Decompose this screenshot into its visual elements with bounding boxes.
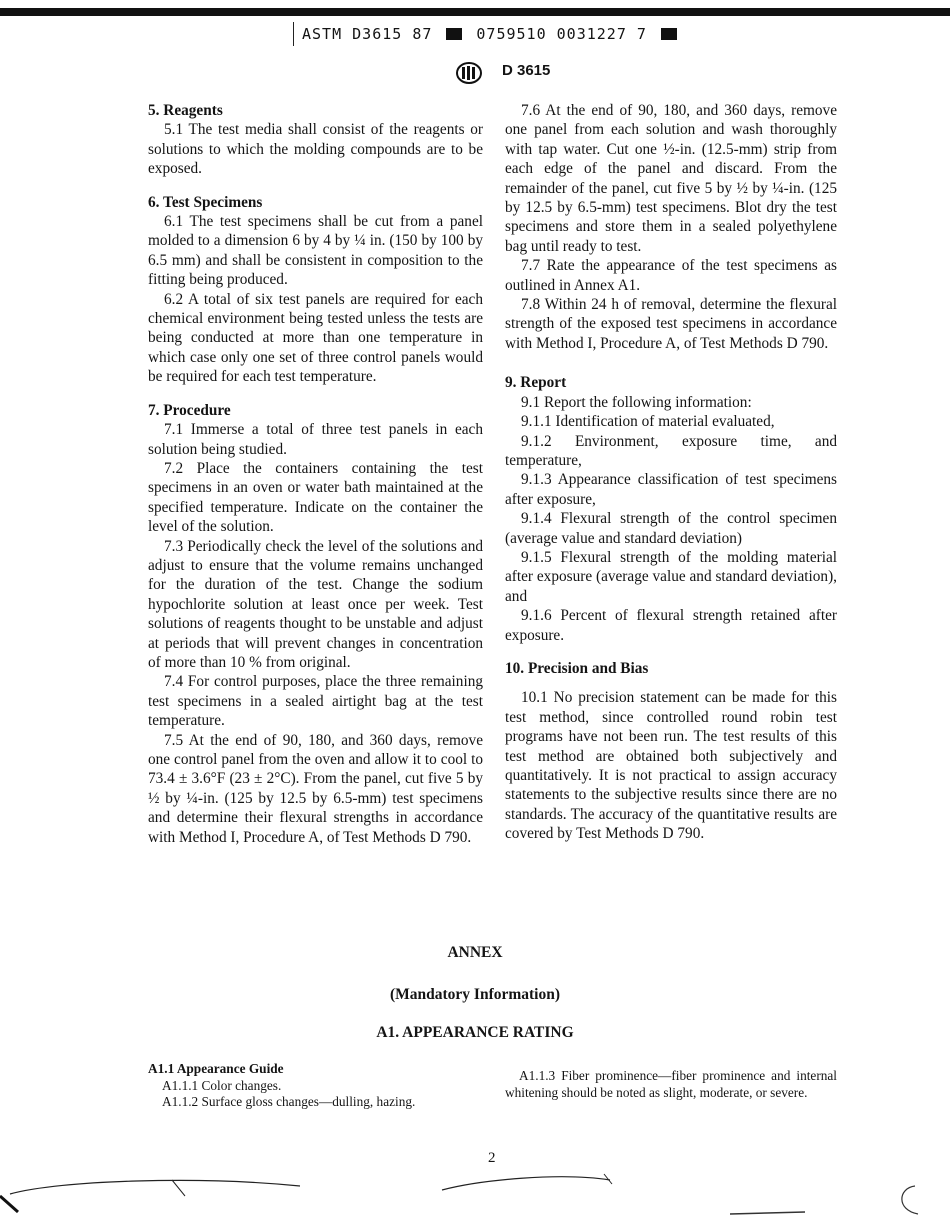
paragraph-5-1: 5.1 The test media shall consist of the reagents or solutions to which the molding compounds are to be exposed. (148, 121, 483, 178)
annex-a1-1-3: A1.1.3 Fiber prominence—fiber prominence and internal whitening should be noted as slight, moderate, or severe. (505, 1068, 837, 1100)
section-title-test-specimens: 6. Test Specimens (148, 193, 263, 211)
paragraph-9-1-2: 9.1.2 Environment, exposure time, and temperature, (505, 432, 837, 469)
paragraph-6-1: 6.1 The test specimens shall be cut from a panel molded to a dimension 6 by 4 by ¼ in. (150 by 100 by 6.5 mm) and shall be consistent in composition to the fitting being produced. (148, 213, 483, 289)
paragraph-7-3: 7.3 Periodically check the level of the solutions and adjust to ensure that the volume remains unchanged for the duration of the test. Change the sodium hypochlorite solution at least once per week. Test solutions of reagents thought to be unstable and adjust at periods that will prevent changes in concentration of more than 10 % from original. (148, 537, 483, 671)
paragraph-9-1-6: 9.1.6 Percent of flexural strength retained after exposure. (505, 607, 837, 644)
paragraph-7-2: 7.2 Place the containers containing the test specimens in an oven or water bath maintained at the specified temperature. Indicate on the container the level of the solution. (148, 459, 483, 536)
section-title-precision-bias: 10. Precision and Bias (505, 659, 649, 677)
paragraph-9-1: 9.1 Report the following information: (521, 393, 752, 411)
designation: D 3615 (502, 62, 551, 79)
paragraph-7-5: 7.5 At the end of 90, 180, and 360 days, remove one control panel from the oven and allow it to cool to 73.4 ± 3.6°F (23 ± 2°C). From the panel, cut five 5 by ½ by ¼-in. (125 by 12.5 by 6.5-mm) test specimens and determine their flexural strengths in accordance with Method I, Procedure A, of Test Methods D 790. (148, 731, 483, 846)
paragraph-6-2: 6.2 A total of six test panels are required for each chemical environment being tested unless the tests are being conducted at more than one temperature in which case only one set of three control panels would be required for each test temperature. (148, 290, 483, 386)
paragraph-7-8: 7.8 Within 24 h of removal, determine the flexural strength of the exposed test specimens in accordance with Method I, Procedure A, of Test Methods D 790. (505, 296, 837, 352)
annex-a1-1-title: A1.1 Appearance Guide (148, 1061, 284, 1076)
paragraph-7-6: 7.6 At the end of 90, 180, and 360 days, remove one panel from each solution and wash thoroughly with tap water. Cut one ½-in. (12.5-mm) strip from each edge of the panel and discard. From the remainder of the panel, cut five 5 by ½ by ¼-in. (125 by 12.5 by 6.5-mm) test specimens. Blot dry the test specimens and store them in a sealed polyethylene bag until ready to test. (505, 102, 837, 255)
annex-section-title: A1. APPEARANCE RATING (376, 1024, 574, 1041)
header-code: ASTM D3615 87 (302, 25, 433, 43)
paragraph-10-1: 10.1 No precision statement can be made for this test method, since controlled round robin test programs have not been run. The test results of this test method are obtained both subjectively and quantitatively. It is not practical to assign accuracy statements to the subjective results since there are no standards. The accuracy of the quantitative results are covered by Test Methods D 790. (505, 689, 837, 843)
section-title-procedure: 7. Procedure (148, 401, 231, 419)
paragraph-9-1-4: 9.1.4 Flexural strength of the control specimen (average value and standard deviation) (505, 510, 837, 547)
paragraph-7-7: 7.7 Rate the appearance of the test specimens as outlined in Annex A1. (505, 257, 837, 294)
section-title-report: 9. Report (505, 374, 567, 392)
paragraph-7-1: 7.1 Immerse a total of three test panels in each solution being studied. (148, 421, 483, 458)
page-number: 2 (488, 1150, 496, 1166)
annex-a1-1-1: A1.1.1 Color changes. (162, 1077, 282, 1093)
annex-subtitle: (Mandatory Information) (389, 986, 561, 1003)
annex-a1-1-2: A1.1.2 Surface gloss changes—dulling, hazing. (162, 1094, 416, 1109)
header-code-2: 0759510 0031227 7 (476, 25, 647, 43)
annex-title: ANNEX (447, 944, 503, 961)
paragraph-7-4: 7.4 For control purposes, place the three remaining test specimens in a sealed airtight bag at the test temperature. (148, 673, 483, 730)
paragraph-9-1-5: 9.1.5 Flexural strength of the molding material after exposure (average value and standard deviation), and (505, 548, 837, 605)
paragraph-9-1-3: 9.1.3 Appearance classification of test specimens after exposure, (505, 471, 837, 508)
paragraph-9-1-1: 9.1.1 Identification of material evaluated, (521, 413, 775, 431)
section-title-reagents: 5. Reagents (148, 102, 223, 119)
